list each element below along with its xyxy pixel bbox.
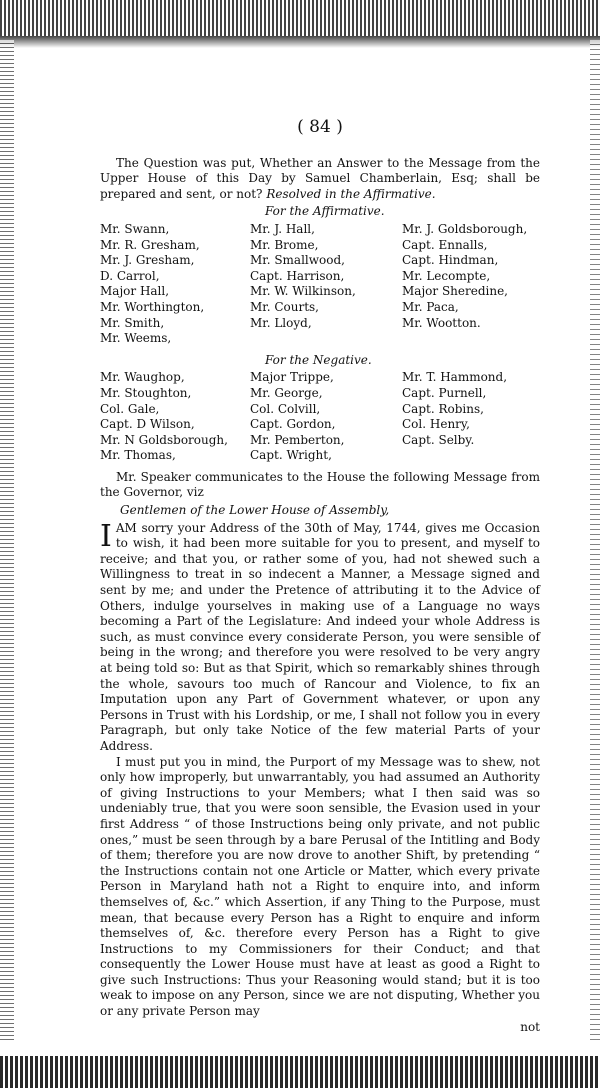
negative-member: Capt. Robins, xyxy=(402,401,484,416)
affirmative-member xyxy=(402,331,540,347)
scan-edge-top xyxy=(0,0,600,40)
affirmative-member: Mr. W. Wilkinson, xyxy=(250,284,356,299)
negative-member: Capt. Selby. xyxy=(402,432,475,447)
affirmative-member: Mr. Worthington, xyxy=(100,299,205,314)
intro-paragraph xyxy=(100,156,540,203)
letter-paragraph-1-text: AM sorry your Address of the 30th of May, 1744, gives me Occasion to wish, it had been more suitable for you to present, and myself to receive; and that you, or rather some of you, had not shewed such a Willingness to treat in so indecent a Manner, a Message signed and sent by me; and under the Pretence of attributing it to the Advice of Others, indulge yourselves in making use of a Language no ways becoming a Part of the Legislature: And indeed your whole Address is such, as must convince every considerate Person, you were sensible of being in the wrong; and therefore you were resolved to be very angry at being told so: But as that Spirit, which so remarkably shines through the whole, savours too much of Rancour and Violence, to fix an Imputation upon any Part of Government whatever, or upon any Persons in Trust with his Lordship, or me, I shall not follow you in every Paragraph, but only take Notice of the few material Parts of your Address. xyxy=(100,520,540,753)
negative-list xyxy=(100,370,540,464)
affirmative-member: Mr. Lloyd, xyxy=(250,315,312,330)
negative-member: Mr. Stoughton, xyxy=(100,385,192,400)
affirmative-member: Mr. Lecompte, xyxy=(402,268,491,283)
scan-edge-bottom xyxy=(0,1056,600,1088)
affirmative-member: Mr. J. Gresham, xyxy=(100,253,195,268)
letter-paragraph-1 xyxy=(100,518,540,755)
affirmative-member: Capt. Harrison, xyxy=(250,268,345,283)
negative-member: Capt. D Wilson, xyxy=(100,417,195,432)
negative-member: Capt. Purnell, xyxy=(402,385,487,400)
negative-heading: For the Negative. xyxy=(265,352,372,367)
affirmative-column-3 xyxy=(402,222,540,347)
affirmative-column-2 xyxy=(250,222,402,347)
intro-text: The Question was put, Whether an Answer to the Message from the Upper House of this Day by Samuel Chamberlain, Esq; shall be prepared and sent, or not? xyxy=(100,155,540,201)
scan-edge-right xyxy=(590,40,600,1040)
negative-member: Capt. Wright, xyxy=(250,448,332,463)
affirmative-member: Mr. Courts, xyxy=(250,299,319,314)
negative-column-1 xyxy=(100,370,250,464)
affirmative-member: Mr. J. Hall, xyxy=(250,221,315,236)
speaker-paragraph: Mr. Speaker communicates to the House the following Message from the Governor, viz xyxy=(100,469,540,500)
negative-member: Mr. N Goldsborough, xyxy=(100,432,228,447)
letter-paragraph-2: I must put you in mind, the Purport of my Message was to shew, not only how improperly, but unwarrantably, you had assumed an Authority of giving Instructions to your Members; what I then said was so undeniably true, that you were soon sensible, the Evasion used in your first Address “ of those Instructions being only private, and not public ones,” must be seen through by a bare Perusal of the Intitling and Body of them; therefore you are now drove to another Shift, by pretending “ the Instructions contain not one Article or Matter, which every private Person in Maryland hath not a Right to enquire into, and inform themselves of, &c.” which Assertion, if any Thing to the Purpose, must mean, that because every Person has a Right to enquire and inform themselves of, &c. therefore every Person has a Right to give Instructions to my Commissioners for their Conduct; and that consequently the Lower House must have at least as good a Right to give such Instructions: Thus your Reasoning would stand; but it is too weak to impose on any Person, since we are not disputing, Whether you or any private Person may xyxy=(100,754,540,1019)
negative-column-3 xyxy=(402,370,540,464)
affirmative-list xyxy=(100,222,540,347)
affirmative-member: Major Hall, xyxy=(100,284,170,299)
affirmative-member: Mr. Wootton. xyxy=(402,315,481,330)
page-number: ( 84 ) xyxy=(297,117,343,137)
negative-member: Col. Colvill, xyxy=(250,401,321,416)
letter-salutation: Gentlemen of the Lower House of Assembly, xyxy=(120,503,390,518)
document-page xyxy=(100,117,540,1035)
affirmative-member: Mr. Smith, xyxy=(100,315,165,330)
affirmative-member: Mr. Weems, xyxy=(100,331,172,346)
affirmative-member: Capt. Ennalls, xyxy=(402,237,488,252)
affirmative-heading: For the Affirmative. xyxy=(265,204,385,219)
catchword: not xyxy=(520,1019,540,1034)
affirmative-member: Capt. Hindman, xyxy=(402,253,499,268)
affirmative-member: Major Sheredine, xyxy=(402,284,508,299)
negative-member: Col. Henry, xyxy=(402,417,470,432)
negative-column-2 xyxy=(250,370,402,464)
resolved-text: Resolved in the Affirmative. xyxy=(266,186,436,201)
negative-member: Col. Gale, xyxy=(100,401,160,416)
affirmative-member: D. Carrol, xyxy=(100,268,160,283)
affirmative-member: Mr. Paca, xyxy=(402,299,459,314)
affirmative-column-1 xyxy=(100,222,250,347)
negative-member: Mr. George, xyxy=(250,385,323,400)
affirmative-member: Mr. R. Gresham, xyxy=(100,237,200,252)
negative-member: Capt. Gordon, xyxy=(250,417,336,432)
affirmative-member: Mr. Brome, xyxy=(250,237,319,252)
affirmative-member xyxy=(250,331,402,347)
negative-member: Mr. Pemberton, xyxy=(250,432,345,447)
negative-member: Major Trippe, xyxy=(250,370,334,385)
scan-edge-left xyxy=(0,40,14,1040)
negative-member: Mr. T. Hammond, xyxy=(402,370,508,385)
affirmative-member: Mr. Swann, xyxy=(100,221,170,236)
negative-member xyxy=(402,448,540,464)
drop-cap: I xyxy=(100,518,112,554)
negative-member: Mr. Waughop, xyxy=(100,370,185,385)
negative-member: Mr. Thomas, xyxy=(100,448,176,463)
affirmative-member: Mr. J. Goldsborough, xyxy=(402,221,528,236)
scan-shadow-top xyxy=(0,36,600,48)
affirmative-member: Mr. Smallwood, xyxy=(250,253,345,268)
